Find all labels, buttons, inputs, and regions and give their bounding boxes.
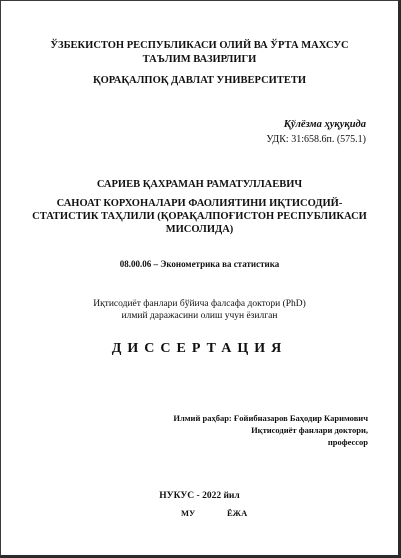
degree-line-1: Иқтисодиёт фанлари бўйича фалсафа доктори (PhD): [93, 299, 306, 309]
advisor-line-1: Илмий раҳбар: Ғойибназаров Баҳодир Каримович: [173, 413, 368, 423]
title-line-2: СТАТИСТИК ТАҲЛИЛИ (ҚОРАҚАЛПОҒИСТОН РЕСПУБЛИКАСИ: [32, 211, 367, 222]
author-name: САРИЕВ ҚАХРАМАН РАМАТУЛЛАЕВИЧ: [96, 179, 303, 190]
title-line-1: САНОАТ КОРХОНАЛАРИ ФАОЛИЯТИНИ ИҚТИСОДИЙ-: [56, 198, 343, 209]
footer-right-mark: ЁЖА: [227, 508, 248, 518]
specialty-code: 08.00.06 – Эконометрика ва статистика: [119, 259, 280, 269]
ministry-heading: [1, 39, 398, 67]
manuscript-rights-block: [266, 117, 366, 147]
footer-left-mark: МУ: [181, 508, 196, 518]
udk-code: УДК: 31:658.6п. (575.1): [266, 134, 366, 145]
document-type-heading: ДИССЕРТАЦИЯ: [111, 341, 288, 356]
city-year: НУКУС - 2022 йил: [159, 491, 240, 501]
advisor-line-3: профессор: [327, 437, 368, 447]
dissertation-title: [1, 197, 398, 236]
ministry-line-1: ЎЗБЕКИСТОН РЕСПУБЛИКАСИ ОЛИЙ ВА ЎРТА МАХСУС: [50, 40, 349, 51]
title-line-3: МИСОЛИДА): [165, 224, 234, 235]
advisor-line-2: Иқтисодиёт фанлари доктори,: [251, 425, 368, 435]
manuscript-rights-label: Қўлёзма ҳуқуқида: [283, 119, 366, 130]
degree-statement: [1, 298, 398, 322]
ministry-line-2: ТАЪЛИМ ВАЗИРЛИГИ: [142, 54, 257, 65]
scientific-advisor: [173, 412, 368, 448]
degree-line-2: илмий даражасини олиш учун ёзилган: [121, 311, 278, 321]
university-name: ҚОРАҚАЛПОҚ ДАВЛАТ УНИВЕРСИТЕТИ: [92, 75, 307, 86]
